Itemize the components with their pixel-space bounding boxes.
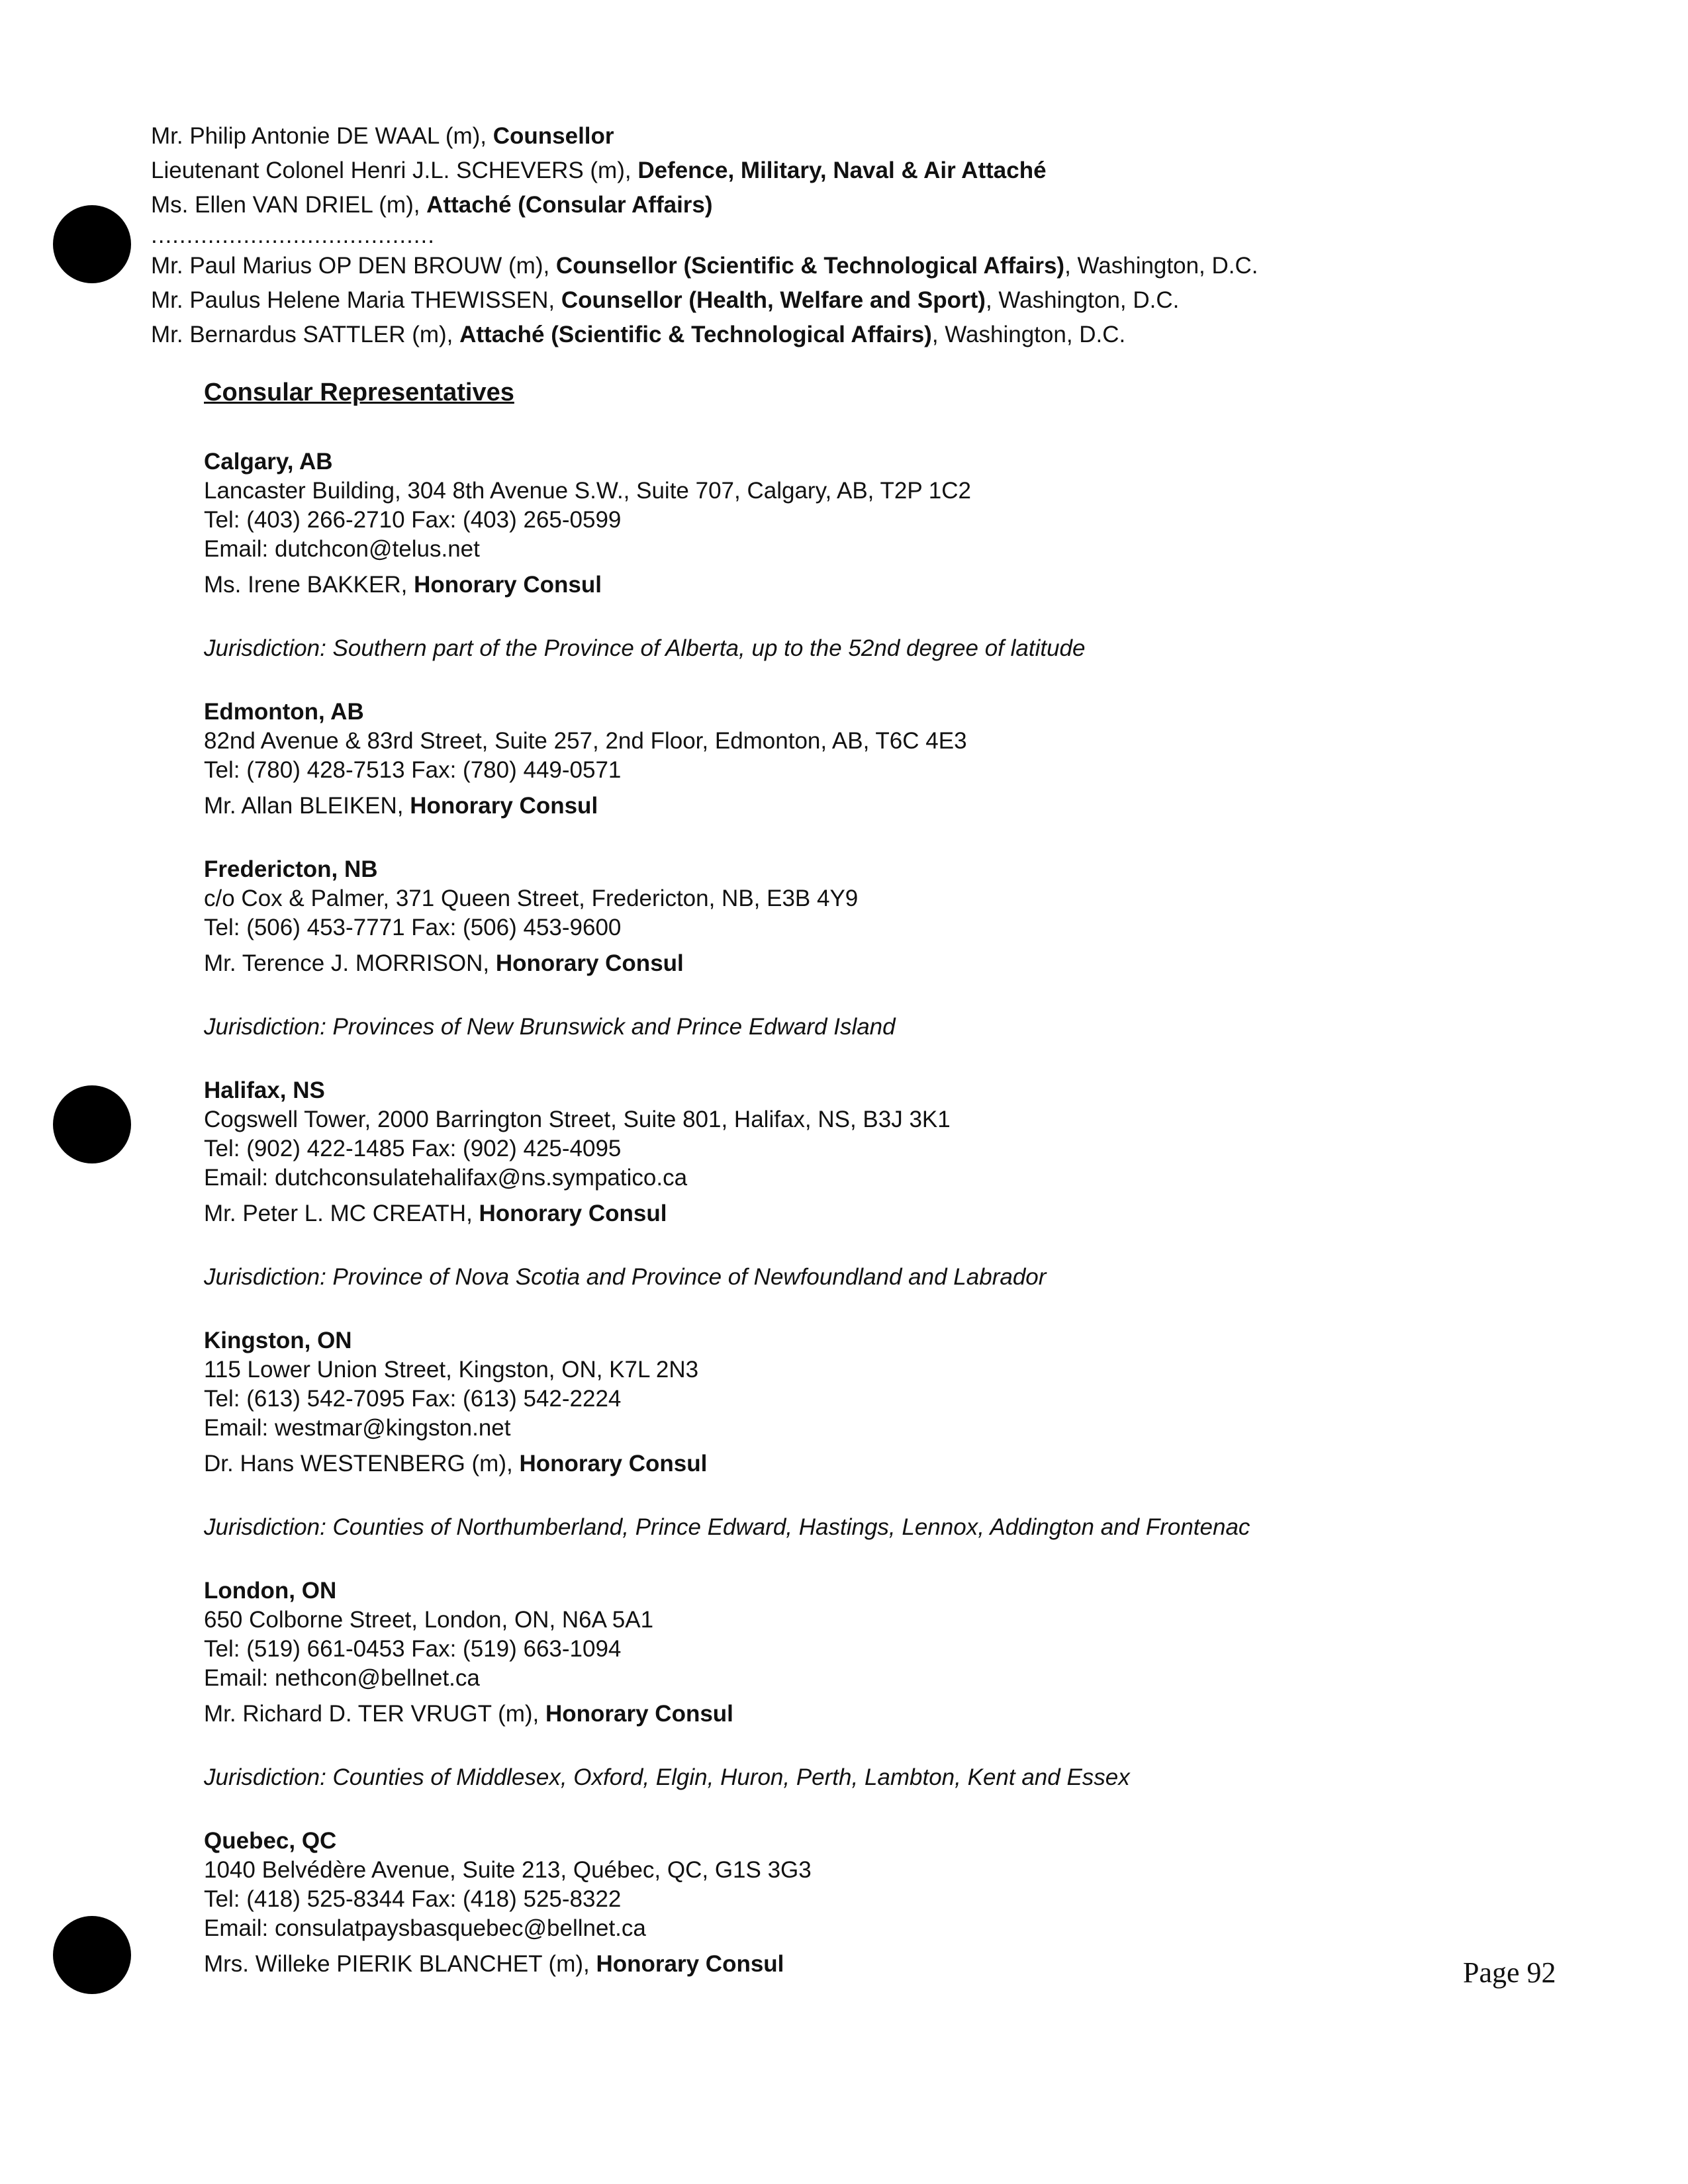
staff-title: Attaché (Consular Affairs) [426,192,713,218]
office-jurisdiction: Jurisdiction: Counties of Middlesex, Oxford, Elgin, Huron, Perth, Lambton, Kent and Essex [204,1764,1130,1790]
official-title: Honorary Consul [495,950,684,976]
office-london [204,1576,1627,1792]
office-phone: Tel: (519) 661-0453 Fax: (519) 663-1094 [204,1636,622,1662]
office-address: 82nd Avenue & 83rd Street, Suite 257, 2nd Floor, Edmonton, AB, T6C 4E3 [204,728,967,754]
office-quebec [204,1827,1627,1979]
staff-location: , Washington, D.C. [1064,253,1258,279]
office-phone: Tel: (902) 422-1485 Fax: (902) 425-4095 [204,1136,622,1161]
staff-entry [151,318,1607,352]
staff-location: , Washington, D.C. [985,287,1180,313]
official-title: Honorary Consul [596,1951,784,1977]
office-city: Quebec, QC [204,1828,337,1854]
office-email: Email: dutchcon@telus.net [204,536,480,562]
office-email: Email: consulatpaysbasquebec@bellnet.ca [204,1915,646,1941]
official-name: Mr. Allan BLEIKEN, [204,793,410,819]
office-jurisdiction: Jurisdiction: Province of Nova Scotia and Province of Newfoundland and Labrador [204,1264,1047,1290]
office-official [204,570,1627,600]
staff-title: Attaché (Scientific & Technological Affairs) [459,322,932,347]
office-halifax [204,1076,1627,1292]
staff-entry [151,188,1607,222]
staff-title: Counsellor (Scientific & Technological Affairs) [555,253,1065,279]
office-address: 1040 Belvédère Avenue, Suite 213, Québec, QC, G1S 3G3 [204,1857,812,1883]
office-phone: Tel: (403) 266-2710 Fax: (403) 265-0599 [204,507,622,533]
staff-name: Lieutenant Colonel Henri J.L. SCHEVERS (m), [151,158,638,183]
office-phone: Tel: (506) 453-7771 Fax: (506) 453-9600 [204,915,622,940]
binder-hole-top [53,205,131,283]
official-name: Ms. Irene BAKKER, [204,572,414,598]
office-official [204,1700,1627,1729]
office-city: London, ON [204,1578,337,1604]
office-fredericton [204,855,1627,1042]
office-official [204,1199,1627,1228]
staff-name: Mr. Bernardus SATTLER (m), [151,322,460,347]
office-email: Email: nethcon@bellnet.ca [204,1665,480,1691]
staff-name: Mr. Paul Marius OP DEN BROUW (m), [151,253,556,279]
office-address: 650 Colborne Street, London, ON, N6A 5A1 [204,1607,654,1633]
office-phone: Tel: (613) 542-7095 Fax: (613) 542-2224 [204,1386,622,1412]
office-address: c/o Cox & Palmer, 371 Queen Street, Fredericton, NB, E3B 4Y9 [204,886,859,911]
office-calgary [204,447,1627,663]
binder-hole-middle [53,1085,131,1163]
staff-title: Counsellor (Health, Welfare and Sport) [561,287,986,313]
staff-name: Mr. Paulus Helene Maria THEWISSEN, [151,287,561,313]
staff-location: , Washington, D.C. [931,322,1126,347]
binder-hole-bottom [53,1916,131,1994]
staff-list [151,119,1607,352]
staff-entry [151,249,1607,283]
official-title: Honorary Consul [414,572,602,598]
staff-title: Counsellor [492,123,614,149]
office-city: Calgary, AB [204,449,333,475]
staff-entry [151,283,1607,318]
official-name: Mrs. Willeke PIERIK BLANCHET (m), [204,1951,596,1977]
office-phone: Tel: (780) 428-7513 Fax: (780) 449-0571 [204,757,622,783]
office-official [204,1950,1627,1979]
office-address: Cogswell Tower, 2000 Barrington Street, Suite 801, Halifax, NS, B3J 3K1 [204,1107,951,1132]
office-jurisdiction: Jurisdiction: Counties of Northumberland, Prince Edward, Hastings, Lennox, Addington and Frontenac [204,1514,1250,1540]
office-city: Edmonton, AB [204,699,364,725]
official-title: Honorary Consul [410,793,598,819]
staff-name: Ms. Ellen VAN DRIEL (m), [151,192,427,218]
office-official [204,1449,1627,1479]
page-number: Page 92 [1463,1956,1556,1989]
office-city: Fredericton, NB [204,856,378,882]
staff-title: Defence, Military, Naval & Air Attaché [637,158,1047,183]
office-jurisdiction: Jurisdiction: Provinces of New Brunswick and Prince Edward Island [204,1014,896,1040]
office-edmonton [204,698,1627,821]
office-official [204,792,1627,821]
separator-dots: ........................................ [151,222,435,248]
office-address: 115 Lower Union Street, Kingston, ON, K7L 2N3 [204,1357,699,1383]
official-name: Mr. Peter L. MC CREATH, [204,1201,479,1226]
office-email: Email: dutchconsulatehalifax@ns.sympatico.ca [204,1165,688,1191]
office-jurisdiction: Jurisdiction: Southern part of the Province of Alberta, up to the 52nd degree of latitude [204,635,1086,661]
official-name: Dr. Hans WESTENBERG (m), [204,1451,520,1477]
staff-entry [151,119,1607,154]
staff-name: Mr. Philip Antonie DE WAAL (m), [151,123,493,149]
official-title: Honorary Consul [519,1451,708,1477]
consular-section [204,377,1627,2001]
office-city: Kingston, ON [204,1328,352,1353]
office-official [204,949,1627,978]
staff-entry [151,154,1607,188]
official-title: Honorary Consul [545,1701,733,1727]
office-phone: Tel: (418) 525-8344 Fax: (418) 525-8322 [204,1886,622,1912]
official-name: Mr. Richard D. TER VRUGT (m), [204,1701,545,1727]
office-kingston [204,1326,1627,1542]
office-email: Email: westmar@kingston.net [204,1415,511,1441]
official-name: Mr. Terence J. MORRISON, [204,950,496,976]
office-city: Halifax, NS [204,1077,325,1103]
official-title: Honorary Consul [479,1201,667,1226]
office-address: Lancaster Building, 304 8th Avenue S.W., Suite 707, Calgary, AB, T2P 1C2 [204,478,971,504]
section-heading: Consular Representatives [204,379,514,406]
